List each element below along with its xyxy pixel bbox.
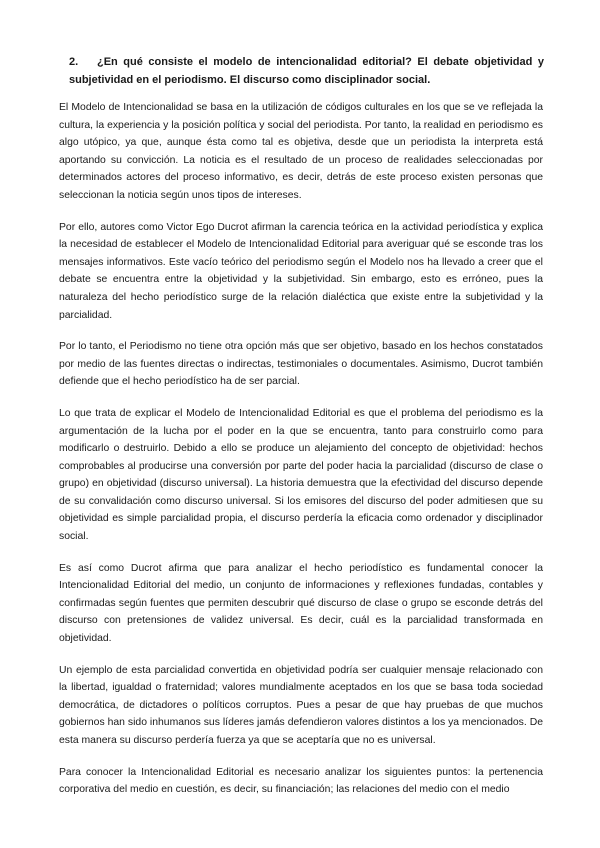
paragraph-7: Para conocer la Intencionalidad Editorial es necesario analizar los siguientes puntos: la pertenencia corporativa del medio en cuestión, es decir, su financiación; las relaciones del medio con el medio bbox=[59, 766, 543, 796]
paragraph-2: Por ello, autores como Victor Ego Ducrot afirman la carencia teórica en la actividad periodística y explica la necesidad de establecer el Modelo de Intencionalidad Editorial para averiguar qué se esconde tras los mensajes informativos. Este vacío teórico del periodismo según el Modelo nos ha llevado a creer que el debate se encuentra entre la objetividad y la subjetividad. Sin embargo, esto es erróneo, pues la naturaleza del hecho periodístico surge de la relación dialéctica que existe entre la subjetividad y la parcialidad. bbox=[59, 221, 543, 321]
paragraph-5: Es así como Ducrot afirma que para analizar el hecho periodístico es fundamental conocer la Intencionalidad Editorial del medio, un conjunto de informaciones y reflexiones fundadas, contables y confirmadas según fuentes que permiten descubrir qué discurso de clase o grupo se esconde detrás del discurso con pretensiones de validez universal. Es decir, cuál es la parcialidad transformada en objetividad. bbox=[59, 562, 543, 645]
paragraph-1: El Modelo de Intencionalidad se basa en la utilización de códigos culturales en los que se ve reflejada la cultura, la experiencia y la posición política y social del periodista. Por tanto, la realidad en periodismo es algo utópico, ya que, aunque ésta como tal es objetiva, desde que un periodista la interpreta está aportando su convicción. La noticia es el resultado de un proceso de realidades seleccionadas por determinados actores del proceso informativo, es decir, detrás de este proceso existen personas que seleccionan la noticia según unos tipos de intereses. bbox=[59, 102, 543, 201]
paragraph-4: Lo que trata de explicar el Modelo de Intencionalidad Editorial es que el problema del periodismo es la argumentación de la lucha por el poder en la que se encuentra, tanto para construirlo como para modificarlo o destruirlo. Debido a ello se produce un alejamiento del concepto de objetividad: hechos comprobables al producirse una conversión por parte del poder hacia la parcialidad (discurso de clase o grupo) en objetividad (discurso universal). La historia demuestra que la efectividad del discurso depende de su convalidación como discurso universal. Si los emisores del discurso del poder admitiesen que su objetividad es simple parcialidad propia, el discurso perdería la eficacia como ordenador y disciplinador social. bbox=[59, 407, 543, 543]
paragraph-3: Por lo tanto, el Periodismo no tiene otra opción más que ser objetivo, basado en los hechos constatados por medio de las fuentes directas o indirectas, testimoniales o documentales. Asimismo, Ducrot también defiende que el hecho periodístico ha de ser parcial. bbox=[59, 341, 543, 388]
paragraph-6: Un ejemplo de esta parcialidad convertida en objetividad podría ser cualquier mensaje relacionado con la libertad, igualdad o fraternidad; valores mundialmente aceptados en los que se basa toda sociedad democrática, de dictadores o políticos corruptos. Pues a pesar de que hay pruebas de que muchos gobiernos han sido inhumanos sus líderes jamás defendieron valores distintos a los ya mencionados. De esta manera su discurso perdería fuerza ya que se aceptaría que no es universal. bbox=[59, 664, 543, 746]
section-title: ¿En qué consiste el modelo de intencionalidad editorial? El debate objetividad y subjetividad en el periodismo. El discurso como disciplinador social. bbox=[69, 56, 544, 86]
section-heading bbox=[69, 54, 544, 89]
document-body bbox=[59, 99, 543, 813]
section-number: 2. bbox=[69, 56, 79, 68]
